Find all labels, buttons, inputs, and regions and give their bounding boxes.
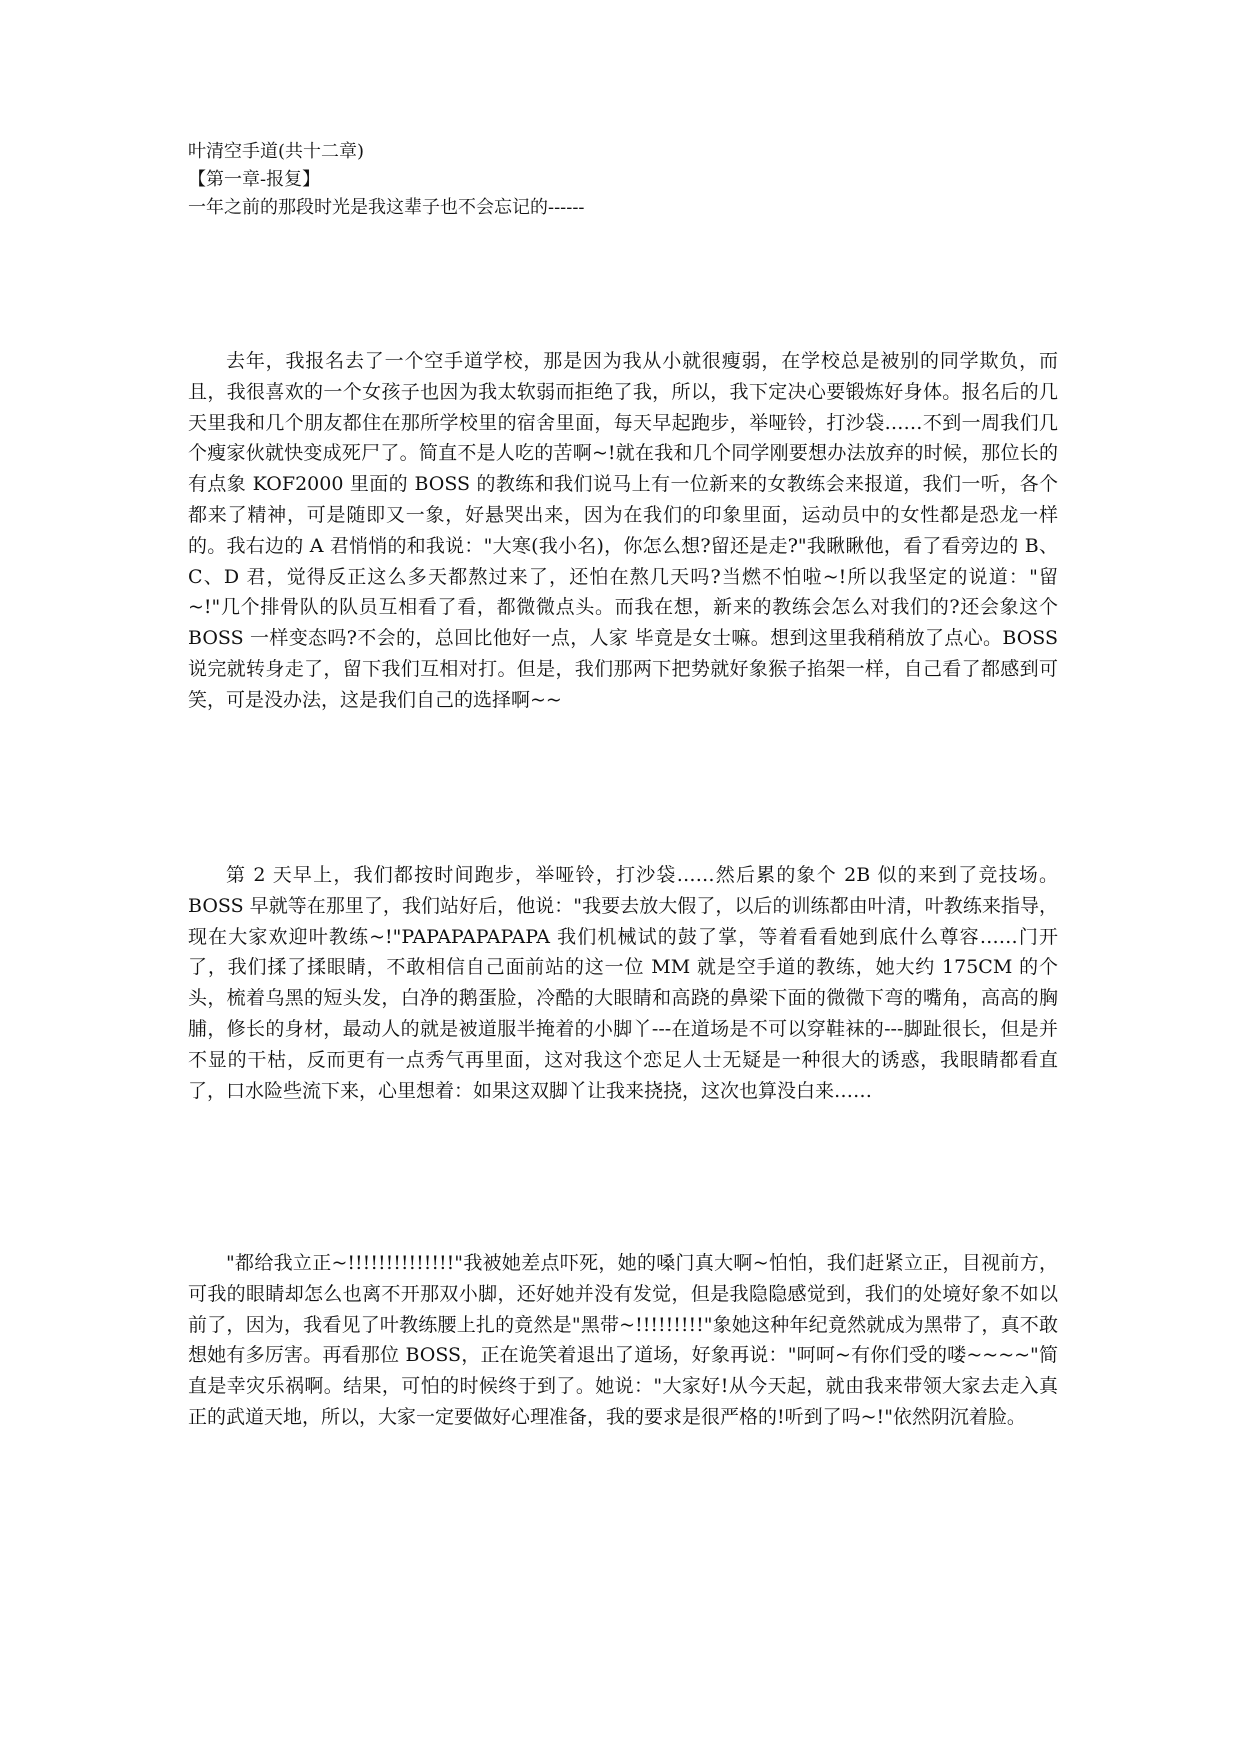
intro-line: 一年之前的那段时光是我这辈子也不会忘记的------ [188, 197, 585, 218]
paragraph-1: 去年，我报名去了一个空手道学校，那是因为我从小就很瘦弱，在学校总是被别的同学欺负，而且，我很喜欢的一个女孩子也因为我太软弱而拒绝了我，所以，我下定决心要锻炼好身体。报名后的几天里我和几个朋友都住在那所学校里的宿舍里面，每天早起跑步，举哑铃，打沙袋……不到一周我们几个瘦家伙就快变成死尸了。简直不是人吃的苦啊~!就在我和几个同学刚要想办法放弃的时候，那位长的有点象 KOF2000 里面的 BOSS 的教练和我们说马上有一位新来的女教练会来报道，我们一听，各个都来了精神，可是随即又一象，好悬哭出来，因为在我们的印象里面，运动员中的女性都是恐龙一样的。我右边的 A 君悄悄的和我说："大寒(我小名)，你怎么想?留还是走?"我瞅瞅他，看了看旁边的 B、C、D 君，觉得反正这么多天都熬过来了，还怕在熬几天吗?当燃不怕啦~!所以我坚定的说道："留~!"几个排骨队的队员互相看了看，都微微点头。而我在想，新来的教练会怎么对我们的?还会象这个 BOSS 一样变态吗?不会的，总回比他好一点，人家 毕竟是女士嘛。想到这里我稍稍放了点心。BOSS 说完就转身走了，留下我们互相对打。但是，我们那两下把势就好象猴子掐架一样，自己看了都感到可笑，可是没办法，这是我们自己的选择啊~~ [188, 350, 1058, 711]
paragraph-2: 第 2 天早上，我们都按时间跑步，举哑铃，打沙袋……然后累的象个 2B 似的来到了竞技场。BOSS 早就等在那里了，我们站好后，他说："我要去放大假了，以后的训练都由叶清，叶教练来指导，现在大家欢迎叶教练~!"PAPAPAPAPAPA 我们机械试的鼓了掌，等着看看她到底什么尊容……门开了，我们揉了揉眼睛，不敢相信自己面前站的这一位 MM 就是空手道的教练，她大约 175CM 的个头，梳着乌黑的短头发，白净的鹅蛋脸，冷酷的大眼睛和高跷的鼻梁下面的微微下弯的嘴角，高高的胸脯，修长的身材，最动人的就是被道服半掩着的小脚丫---在道场是不可以穿鞋袜的---脚趾很长，但是并不显的干枯，反而更有一点秀气再里面，这对我这个恋足人士无疑是一种很大的诱惑，我眼睛都看直了，口水险些流下来，心里想着：如果这双脚丫让我来挠挠，这次也算没白来…… [188, 864, 1058, 1102]
document-title: 叶清空手道(共十二章) [188, 141, 365, 162]
chapter-heading: 【第一章-报复】 [188, 169, 321, 190]
paragraph-3: "都给我立正~!!!!!!!!!!!!!!"我被她差点吓死，她的嗓门真大啊~怕怕，我们赶紧立正，目视前方，可我的眼睛却怎么也离不开那双小脚，还好她并没有发觉，但是我隐隐感觉到，我们的处境好象不如以前了，因为，我看见了叶教练腰上扎的竟然是"黑带~!!!!!!!!!"象她这种年纪竟然就成为黑带了，真不敢想她有多厉害。再看那位 BOSS，正在诡笑着退出了道场，好象再说："呵呵~有你们受的喽~~~~"简直是幸灾乐祸啊。结果，可怕的时候终于到了。她说："大家好!从今天起，就由我来带领大家去走入真正的武道天地，所以，大家一定要做好心理准备，我的要求是很严格的!听到了吗~!"依然阴沉着脸。 [188, 1252, 1058, 1428]
